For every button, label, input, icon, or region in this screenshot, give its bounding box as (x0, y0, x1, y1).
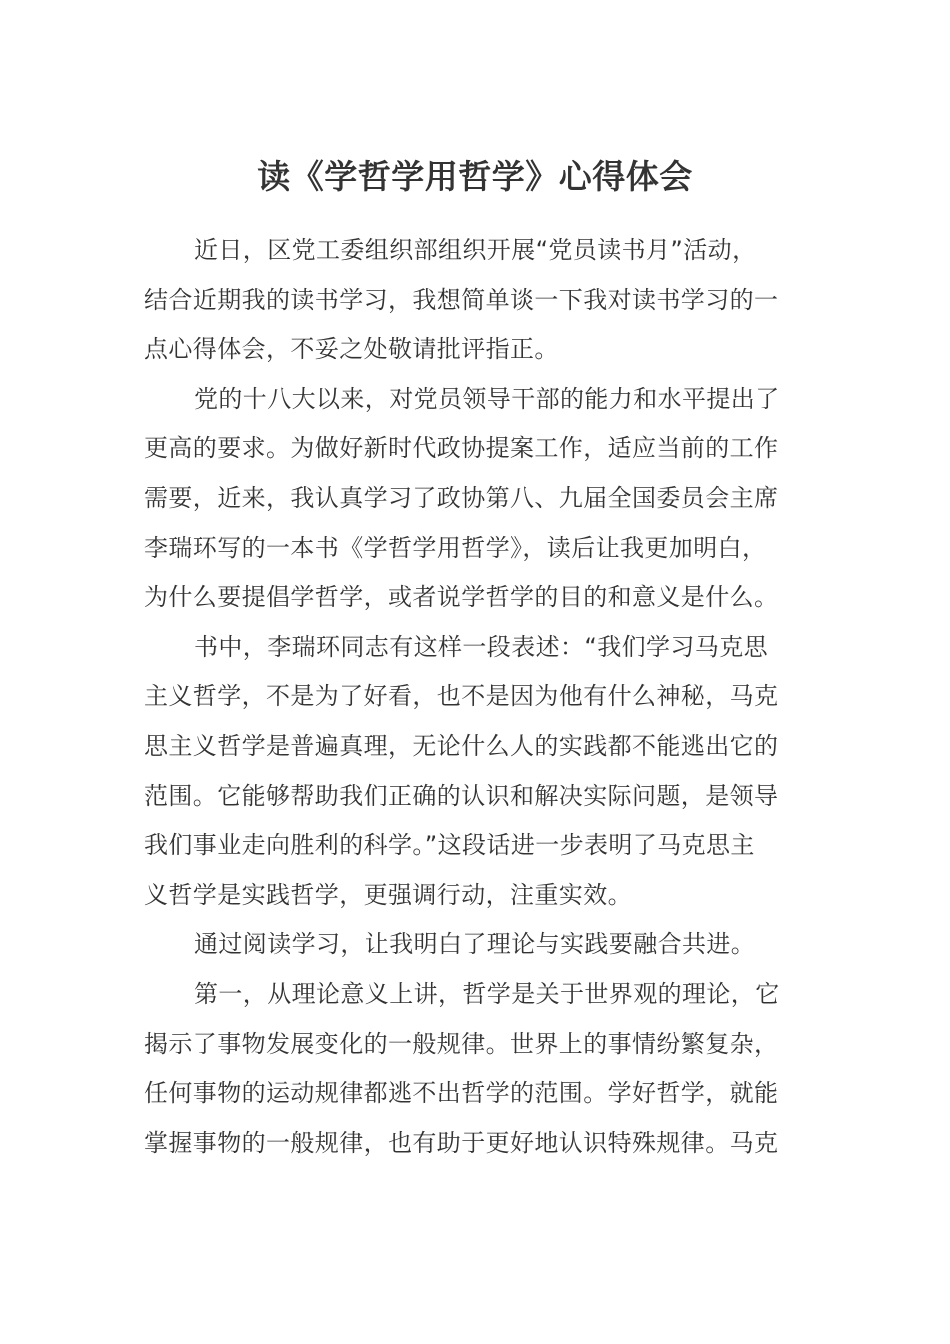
document-body (144, 226, 794, 1168)
text-line: 思主义哲学是普遍真理，无论什么人的实践都不能逃出它的 (144, 731, 779, 760)
text-line: 为什么要提倡学哲学，或者说学哲学的目的和意义是什么。 (144, 583, 779, 612)
text-line: 李瑞环写的一本书《学哲学用哲学》，读后让我更加明白， (144, 533, 767, 562)
text-line: 通过阅读学习，让我明白了理论与实践要融合共进。 (194, 930, 756, 959)
text-line: 需要，近来，我认真学习了政协第八、九届全国委员会主席 (144, 483, 779, 512)
document-title: 读《学哲学用哲学》心得体会 (257, 157, 693, 196)
text-line: 任何事物的运动规律都逃不出哲学的范围。学好哲学，就能 (144, 1079, 779, 1108)
text-line: 结合近期我的读书学习，我想简单谈一下我对读书学习的一 (144, 285, 779, 314)
text-line: 义哲学是实践哲学，更强调行动，注重实效。 (144, 880, 632, 909)
paragraph-4 (144, 920, 794, 970)
text-line: 第一，从理论意义上讲，哲学是关于世界观的理论，它 (194, 979, 780, 1008)
text-line: 更高的要求。为做好新时代政协提案工作，适应当前的工作 (144, 434, 779, 463)
paragraph-3 (144, 623, 794, 921)
text-line: 点心得体会，不妥之处敬请批评指正。 (144, 335, 559, 364)
paragraph-5 (144, 970, 794, 1168)
text-line: 近日，区党工委组织部组织开展“党员读书月”活动， (194, 236, 757, 264)
paragraph-1 (144, 226, 794, 375)
text-line: 书中，李瑞环同志有这样一段表述：“我们学习马克思 (194, 632, 769, 661)
text-line: 掌握事物的一般规律，也有助于更好地认识特殊规律。马克 (144, 1128, 779, 1157)
text-line: 党的十八大以来，对党员领导干部的能力和水平提出了 (194, 384, 780, 413)
text-line: 我们事业走向胜利的科学。”这段话进一步表明了马克思主 (144, 831, 755, 860)
text-line: 揭示了事物发展变化的一般规律。世界上的事情纷繁复杂， (144, 1029, 779, 1058)
text-line: 主义哲学，不是为了好看，也不是因为他有什么神秘，马克 (144, 682, 779, 711)
text-line: 范围。它能够帮助我们正确的认识和解决实际问题，是领导 (144, 781, 779, 810)
paragraph-2 (144, 375, 794, 623)
